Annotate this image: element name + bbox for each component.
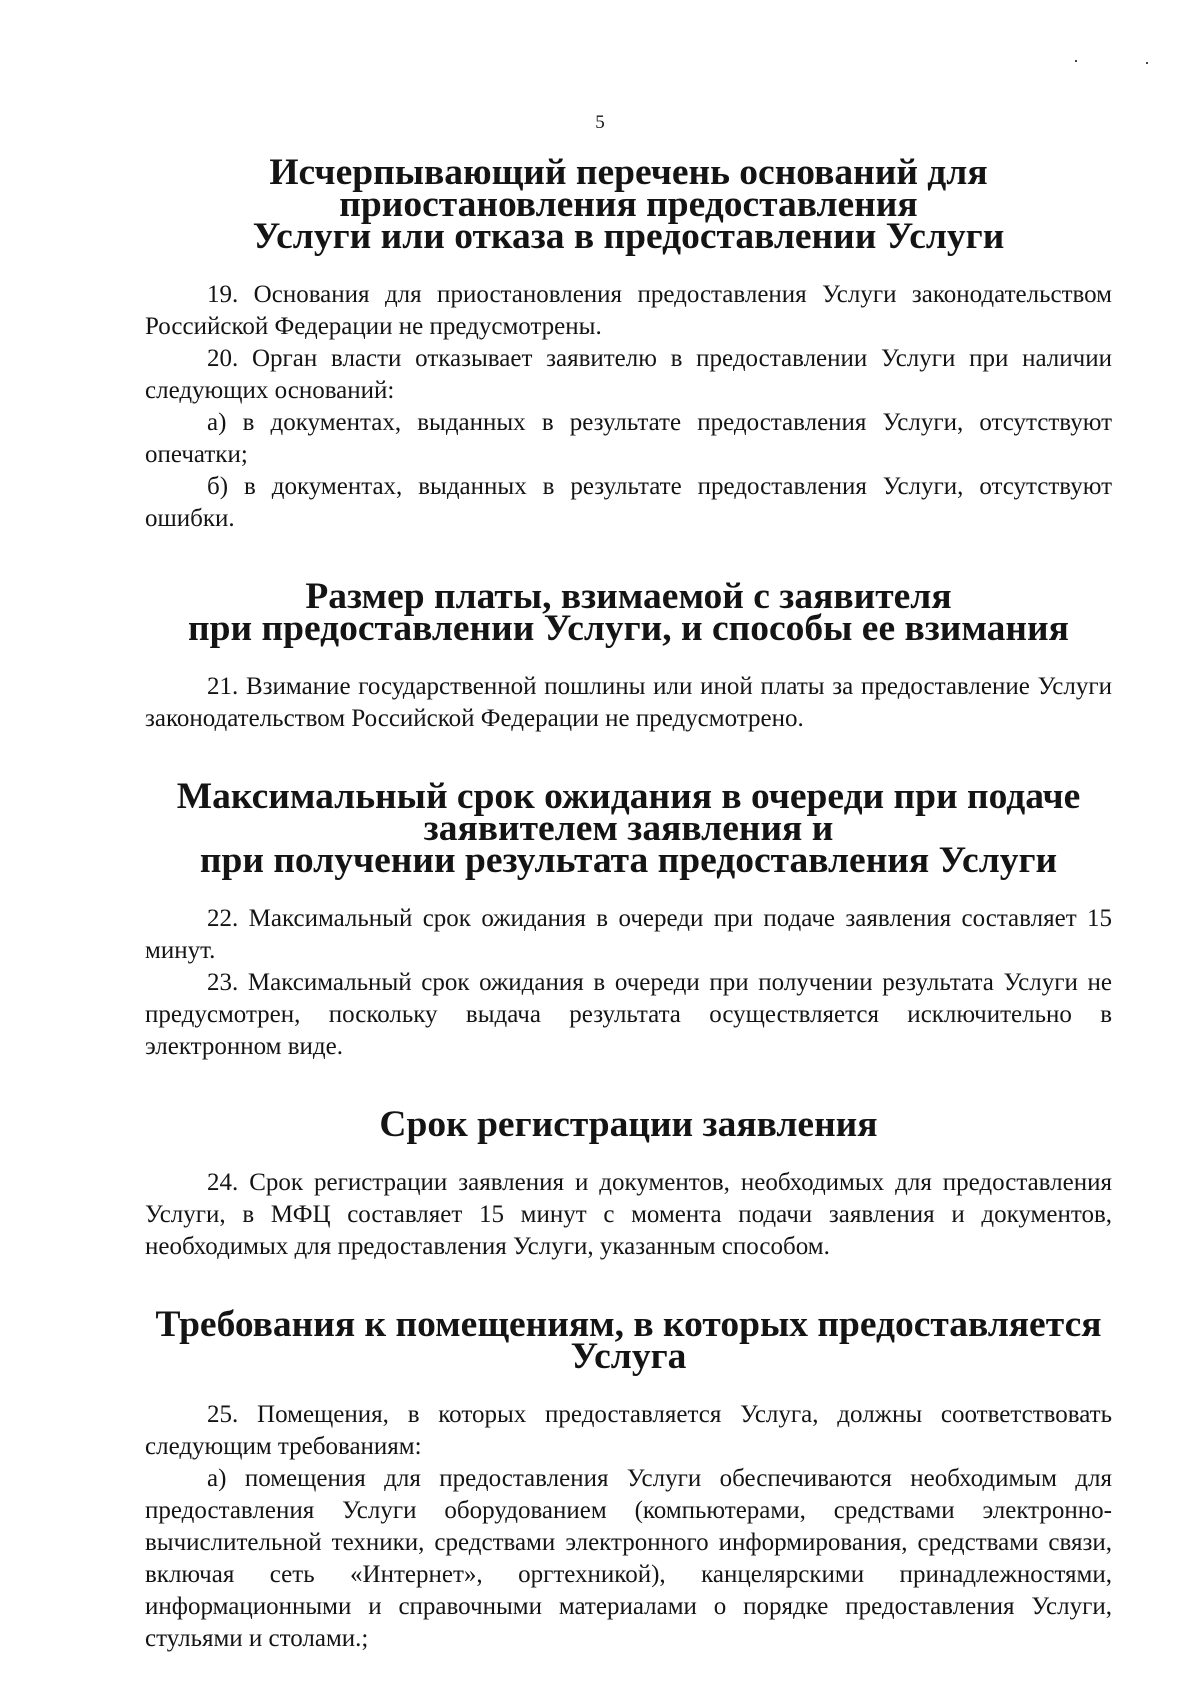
document-body [145, 152, 1112, 1655]
paragraph-20b: б) в документах, выданных в результате предоставления Услуги, отсутствуют ошибки. [145, 473, 1112, 532]
paragraph-19: 19. Основания для приостановления предоставления Услуги законодательством Российской Федерации не предусмотрены. [145, 281, 1112, 340]
scan-speck [1075, 60, 1077, 62]
paragraph-25: 25. Помещения, в которых предоставляется Услуга, должны соответствовать следующим требованиям: [145, 1401, 1112, 1460]
paragraph-24: 24. Срок регистрации заявления и документов, необходимых для предоставления Услуги, в МФЦ составляет 15 минут с момента подачи заявления и документов, необходимых для предоставления Услуги, указанным способом. [145, 1169, 1112, 1260]
section-heading [145, 1304, 1112, 1377]
section-heading [145, 1104, 1112, 1145]
heading-line: Требования к помещениям, в которых предоставляется Услуга [155, 1304, 1102, 1377]
heading-line: Исчерпывающий перечень оснований для приостановления предоставления [269, 152, 988, 225]
heading-line: при получении результата предоставления Услуги [199, 840, 1058, 881]
heading-line: Срок регистрации заявления [379, 1104, 878, 1145]
section-heading [145, 576, 1112, 649]
page-number: 5 [595, 112, 605, 133]
paragraph-21: 21. Взимание государственной пошлины или иной платы за предоставление Услуги законодательством Российской Федерации не предусмотрено. [145, 673, 1112, 732]
section-heading [145, 152, 1112, 257]
heading-line: при предоставлении Услуги, и способы ее взимания [188, 608, 1069, 649]
paragraph-20: 20. Орган власти отказывает заявителю в предоставлении Услуги при наличии следующих оснований: [145, 345, 1112, 404]
heading-line: Максимальный срок ожидания в очереди при подаче заявителем заявления и [176, 776, 1081, 849]
heading-line: Услуги или отказа в предоставлении Услуги [252, 216, 1005, 257]
paragraph-25a: а) помещения для предоставления Услуги обеспечиваются необходимым для предоставления Услуги оборудованием (компьютерами, средствами электронно-вычислительной техники, средствами электронного информирования, средствами связи, включая сеть «Интернет», оргтехникой), канцелярскими принадлежностями, информационными и справочными материалами о порядке предоставления Услуги, стульями и столами.; [145, 1465, 1112, 1652]
heading-line: Размер платы, взимаемой с заявителя [305, 576, 952, 617]
paragraph-22: 22. Максимальный срок ожидания в очереди при подаче заявления составляет 15 минут. [145, 905, 1112, 964]
scan-speck [1146, 62, 1148, 64]
paragraph-20a: а) в документах, выданных в результате предоставления Услуги, отсутствуют опечатки; [145, 409, 1112, 468]
paragraph-23: 23. Максимальный срок ожидания в очереди при получении результата Услуги не предусмотрен, поскольку выдача результата осуществляется исключительно в электронном виде. [145, 969, 1112, 1060]
section-heading [145, 776, 1112, 881]
